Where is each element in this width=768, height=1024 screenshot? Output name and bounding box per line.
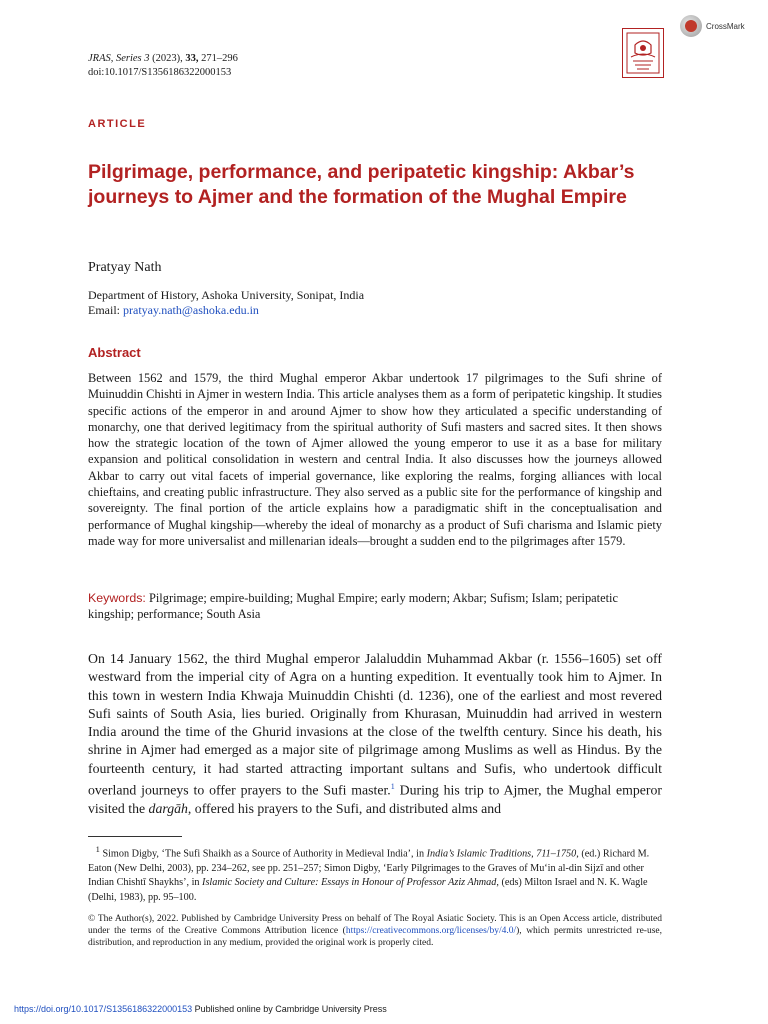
footnote-ref-1[interactable]: 1 bbox=[390, 782, 395, 792]
keywords-label: Keywords: bbox=[88, 591, 146, 605]
keywords bbox=[88, 590, 662, 623]
author-affiliation bbox=[88, 288, 364, 318]
crossmark-icon bbox=[680, 15, 702, 37]
body-paragraph bbox=[88, 650, 662, 818]
abstract-heading: Abstract bbox=[88, 345, 141, 360]
crossmark-button[interactable] bbox=[680, 14, 760, 38]
journal-pages: 271–296 bbox=[201, 53, 238, 64]
footnote-text-c: , (eds) Milton Israel and N. K. Wagle (Delhi, 1983), pp. 95–100. bbox=[88, 877, 648, 903]
society-seal-icon bbox=[625, 31, 661, 75]
footnote-divider bbox=[88, 836, 182, 837]
abstract-text: Between 1562 and 1579, the third Mughal emperor Akbar undertook 17 pilgrimages to the Sufi shrine of Muinuddin Chishti in Ajmer in western India. This article analyses them as a form of peripatetic kingship. It studies specific actions of the emperor in and around Ajmer to show how they articulated a specific understanding of monarchy, one that derived legitimacy from the spiritual authority of Sufi masters and sacred sites. It then shows how the strategic location of the town of Ajmer allowed the young emperor to use it as a base for military expansion and political consolidation in western and central India. It also discusses how the journeys allowed Akbar to carry out vital facets of imperial governance, like exploring the realms, forging alliances with local chieftains, and creating public infrastructure. They also served as a public site for the performance of kingship and sovereignty. The final portion of the article explains how a paradigmatic shift in the conceptualisation and performance of Mughal kingship—whereby the ideal of monarchy as a product of Sufi charisma and Islamic piety made way for more universalist and millenarian ideals—brought a sudden end to the pilgrimages after 1579. bbox=[88, 371, 662, 548]
society-seal-logo bbox=[622, 28, 664, 78]
journal-name: JRAS, Series 3 bbox=[88, 53, 150, 64]
body-text-part3: , offered his prayers to the Sufi, and distributed alms and bbox=[187, 800, 502, 816]
body-text-part2: During his trip to Ajmer, the Mughal emperor visited the bbox=[88, 782, 662, 816]
footer-doi-link[interactable]: https://doi.org/10.1017/S1356186322000153 bbox=[14, 1004, 193, 1014]
email-link[interactable]: pratyay.nath@ashoka.edu.in bbox=[123, 303, 259, 317]
keywords-text: Pilgrimage; empire-building; Mughal Empire; early modern; Akbar; Sufism; Islam; peripatetic kingship; performance; South Asia bbox=[88, 591, 618, 622]
page-footer bbox=[14, 1004, 387, 1014]
license-text-b: ), which permits unrestricted re-use, distribution, and reproduction in any medium, provided the original work is properly cited. bbox=[88, 925, 662, 948]
footnote-text-b: , (ed.) Richard M. Eaton (New Delhi, 2003), pp. 234–262, see pp. 251–257; Simon Digby, ‘Early Pilgrimages to the Graves of Mu‘in al-din Sijzī and other Indian Chishtī Shaykhs’, in bbox=[88, 848, 650, 889]
body-italic-term: dargāh bbox=[148, 800, 188, 816]
journal-volume: 33, bbox=[185, 53, 199, 64]
footnote-text-a: Simon Digby, ‘The Sufi Shaikh as a Source of Authority in Medieval India’, in bbox=[102, 848, 427, 860]
department: Department of History, Ashoka University, Sonipat, India bbox=[88, 288, 365, 302]
license-link[interactable]: https://creativecommons.org/licenses/by/4.0/ bbox=[345, 925, 517, 936]
body-text-part1: On 14 January 1562, the third Mughal emperor Jalaluddin Muhammad Akbar (r. 1556–1605) set off westward from the imperial city of Agra on a hunting expedition. It eventually took him to Ajmer. In this town in western India Khwaja Muinuddin Chishti (d. 1236), one of the earliest and most revered Sufi saints of South Asia, lies buried. Originally from Khurasan, Muinuddin had arrived in western India around the time of the Ghurid invasions at the close of the twelfth century. Since his death, his shrine in Ajmer had emerged as a major site of pilgrimage among Muslims as well as Hindus. By the fourteenth century, it had started attracting important sultans and Sufis, who undertook difficult overland journeys to offer prayers to the Sufi master. bbox=[88, 651, 662, 798]
license-text-a: © The Author(s), 2022. Published by Cambridge University Press on behalf of The Royal Asiatic Society. This is an Open Access article, distributed under the terms of the Creative Commons Attribution licence ( bbox=[88, 914, 662, 936]
article-doi: doi:10.1017/S1356186322000153 bbox=[88, 67, 232, 78]
journal-citation bbox=[88, 52, 238, 80]
footnote-book-b: Islamic Society and Culture: Essays in Honour of Professor Aziz Ahmad bbox=[202, 877, 497, 889]
section-label: ARTICLE bbox=[88, 118, 147, 130]
author-name: Pratyay Nath bbox=[88, 260, 162, 275]
article-title: Pilgrimage, performance, and peripatetic kingship: Akbar’s journeys to Ajmer and the formation of the Mughal Empire bbox=[88, 161, 635, 208]
footnote-number: 1 bbox=[95, 844, 100, 854]
email-label: Email: bbox=[88, 303, 120, 317]
crossmark-label: CrossMark bbox=[706, 21, 745, 31]
footnote-1 bbox=[88, 842, 662, 905]
footer-text: Published online by Cambridge University Press bbox=[192, 1004, 387, 1014]
journal-year: (2023), bbox=[152, 53, 183, 64]
license-notice bbox=[88, 914, 662, 949]
footnote-book-a: India’s Islamic Traditions, 711–1750 bbox=[426, 848, 577, 860]
